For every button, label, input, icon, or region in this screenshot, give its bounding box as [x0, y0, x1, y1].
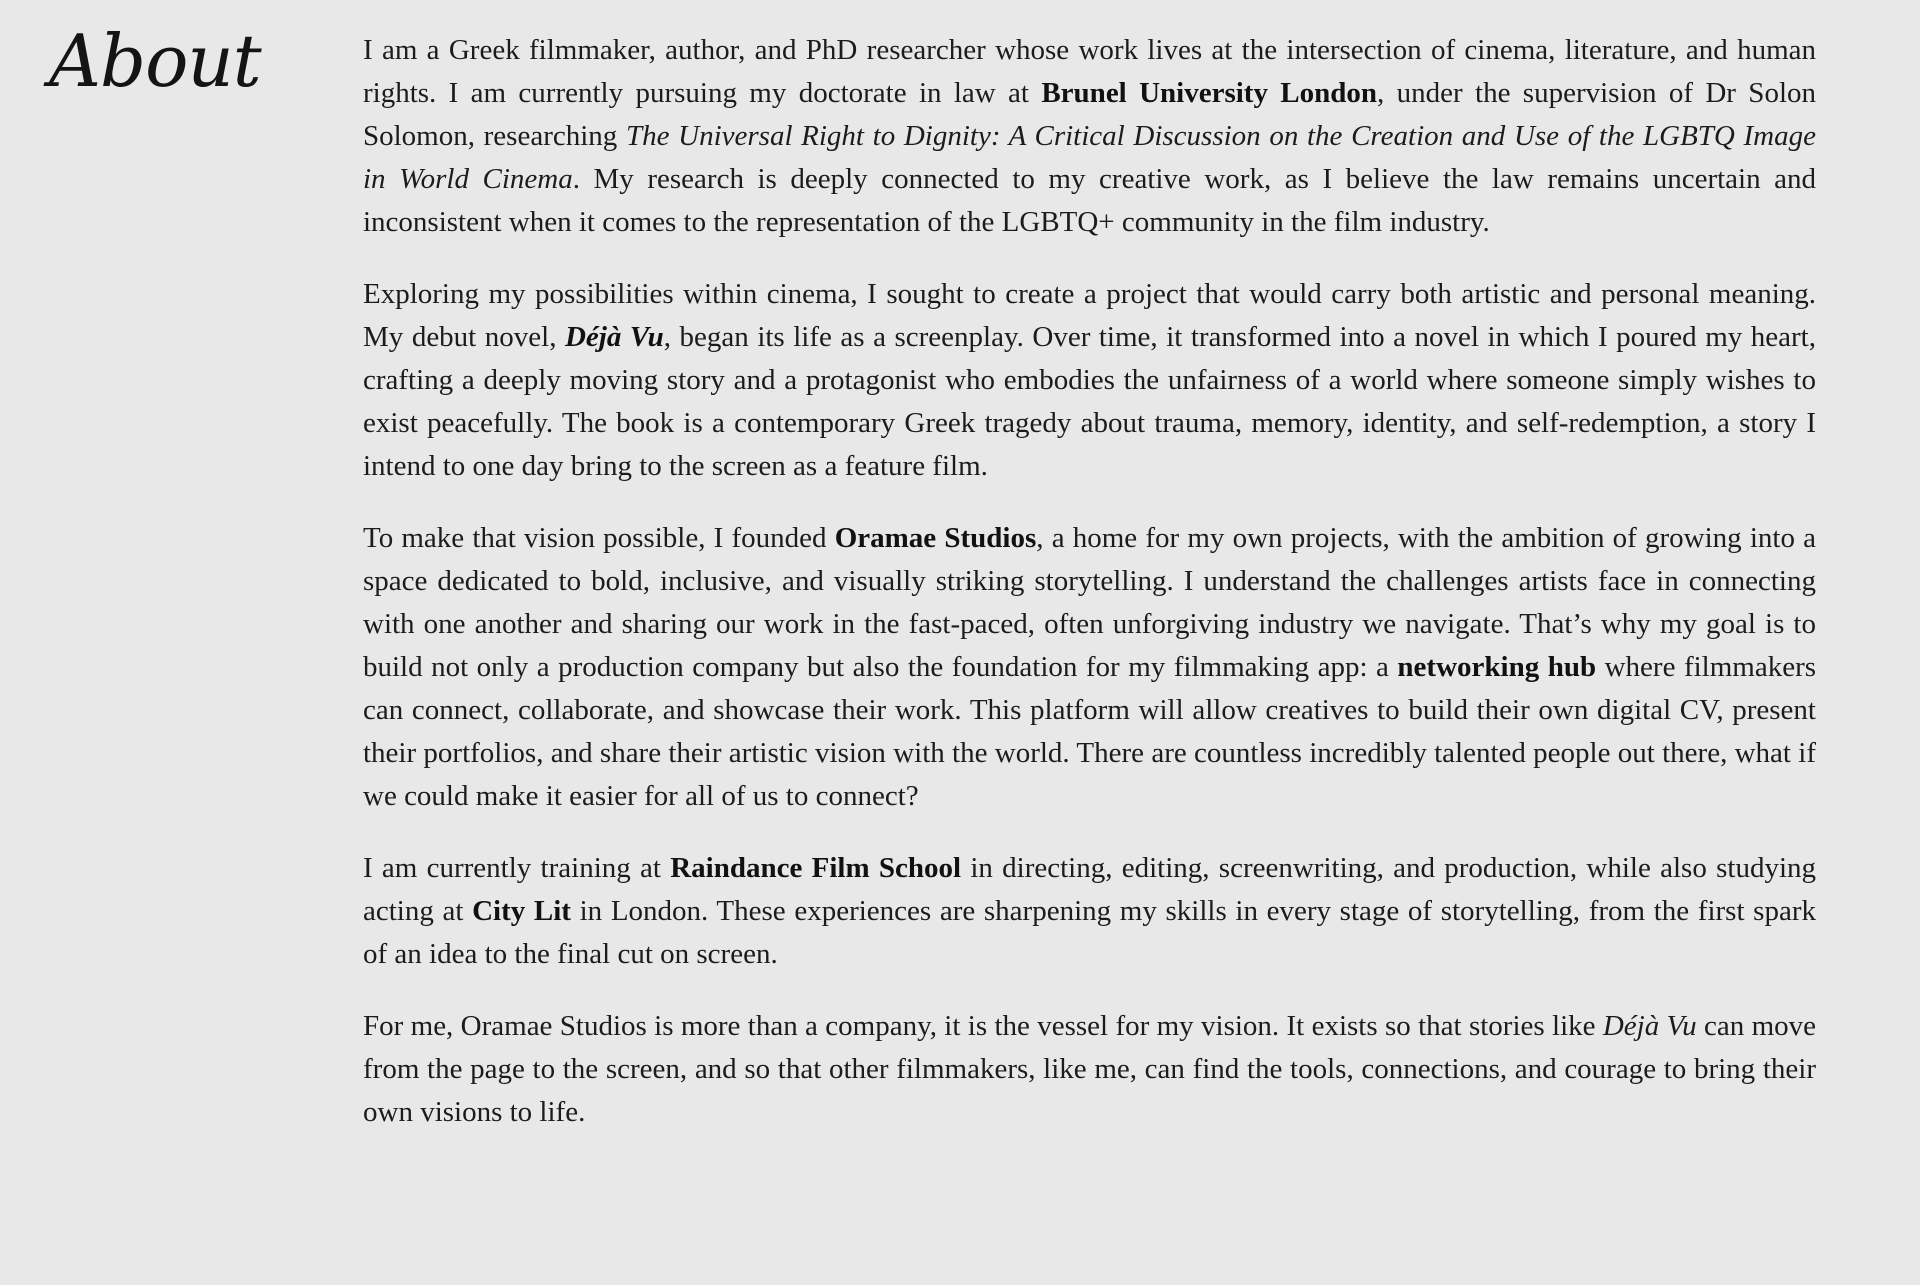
vision-paragraph	[363, 1005, 1816, 1134]
training-paragraph	[363, 847, 1816, 976]
training-text-1: I am currently training at	[363, 852, 671, 884]
novel-paragraph	[363, 273, 1816, 488]
networking-hub: networking hub	[1397, 651, 1597, 683]
intro-text-3: . My research is deeply connected to my creative work, as I believe the law remains uncertain and inconsistent when it comes to the representation of the LGBTQ+ community in the film industry.	[363, 163, 1817, 238]
university-name: Brunel University London	[1041, 77, 1378, 109]
vision-text-1: For me, Oramae Studios is more than a company, it is the vessel for my vision. It exists so that stories like	[363, 1010, 1603, 1042]
novel-text-1: Exploring my possibilities within cinema, I sought to create a project that would carry both artistic and personal meaning. My debut novel,	[363, 278, 1816, 353]
thesis-title: The Universal Right to Dignity: A Critical Discussion on the Creation and Use of the LGBTQ Image in World Cinema	[363, 120, 1817, 195]
novel-title: Déjà Vu	[564, 321, 664, 353]
studio-text-1: To make that vision possible, I founded	[363, 522, 835, 554]
novel-title-mention: Déjà Vu	[1602, 1010, 1697, 1042]
novel-text-2: , began its life as a screenplay. Over time, it transformed into a novel in which I poured my heart, crafting a deeply moving story and a protagonist who embodies the unfairness of a world where someone simply wishes to exist peacefully. The book is a contemporary Greek tragedy about trauma, memory, identity, and self-redemption, a story I intend to one day bring to the screen as a feature film.	[363, 321, 1816, 482]
intro-paragraph	[363, 29, 1816, 244]
intro-text-1: I am a Greek filmmaker, author, and PhD researcher whose work lives at the intersection of cinema, literature, and human rights. I am currently pursuing my doctorate in law at	[363, 34, 1816, 109]
studio-paragraph	[363, 517, 1816, 818]
intro-text-2: , under the supervision of Dr Solon Solomon, researching	[363, 77, 1816, 152]
studio-name: Oramae Studios	[834, 522, 1037, 554]
studio-text-2: , a home for my own projects, with the ambition of growing into a space dedicated to bold, inclusive, and visually striking storytelling. I understand the challenges artists face in connecting with one another and sharing our work in the fast-paced, often unforgiving industry we navigate. That’s why my goal is to build not only a production company but also the foundation for my filmmaking app: a	[363, 522, 1817, 683]
vision-text-2: can move from the page to the screen, and so that other filmmakers, like me, can find the tools, connections, and courage to bring their own visions to life.	[363, 1010, 1817, 1128]
training-text-3: in London. These experiences are sharpening my skills in every stage of storytelling, from the first spark of an idea to the final cut on screen.	[363, 895, 1816, 970]
training-text-2: in directing, editing, screenwriting, and production, while also studying acting at	[363, 852, 1817, 927]
film-school-name: Raindance Film School	[670, 852, 962, 884]
about-body	[363, 29, 1816, 1134]
city-lit-name: City Lit	[472, 895, 571, 927]
section-title: About	[49, 19, 261, 103]
studio-text-3: where filmmakers can connect, collaborate, and showcase their work. This platform will allow creatives to build their own digital CV, present their portfolios, and share their artistic vision with the world. There are countless incredibly talented people out there, what if we could make it easier for all of us to connect?	[363, 651, 1817, 812]
